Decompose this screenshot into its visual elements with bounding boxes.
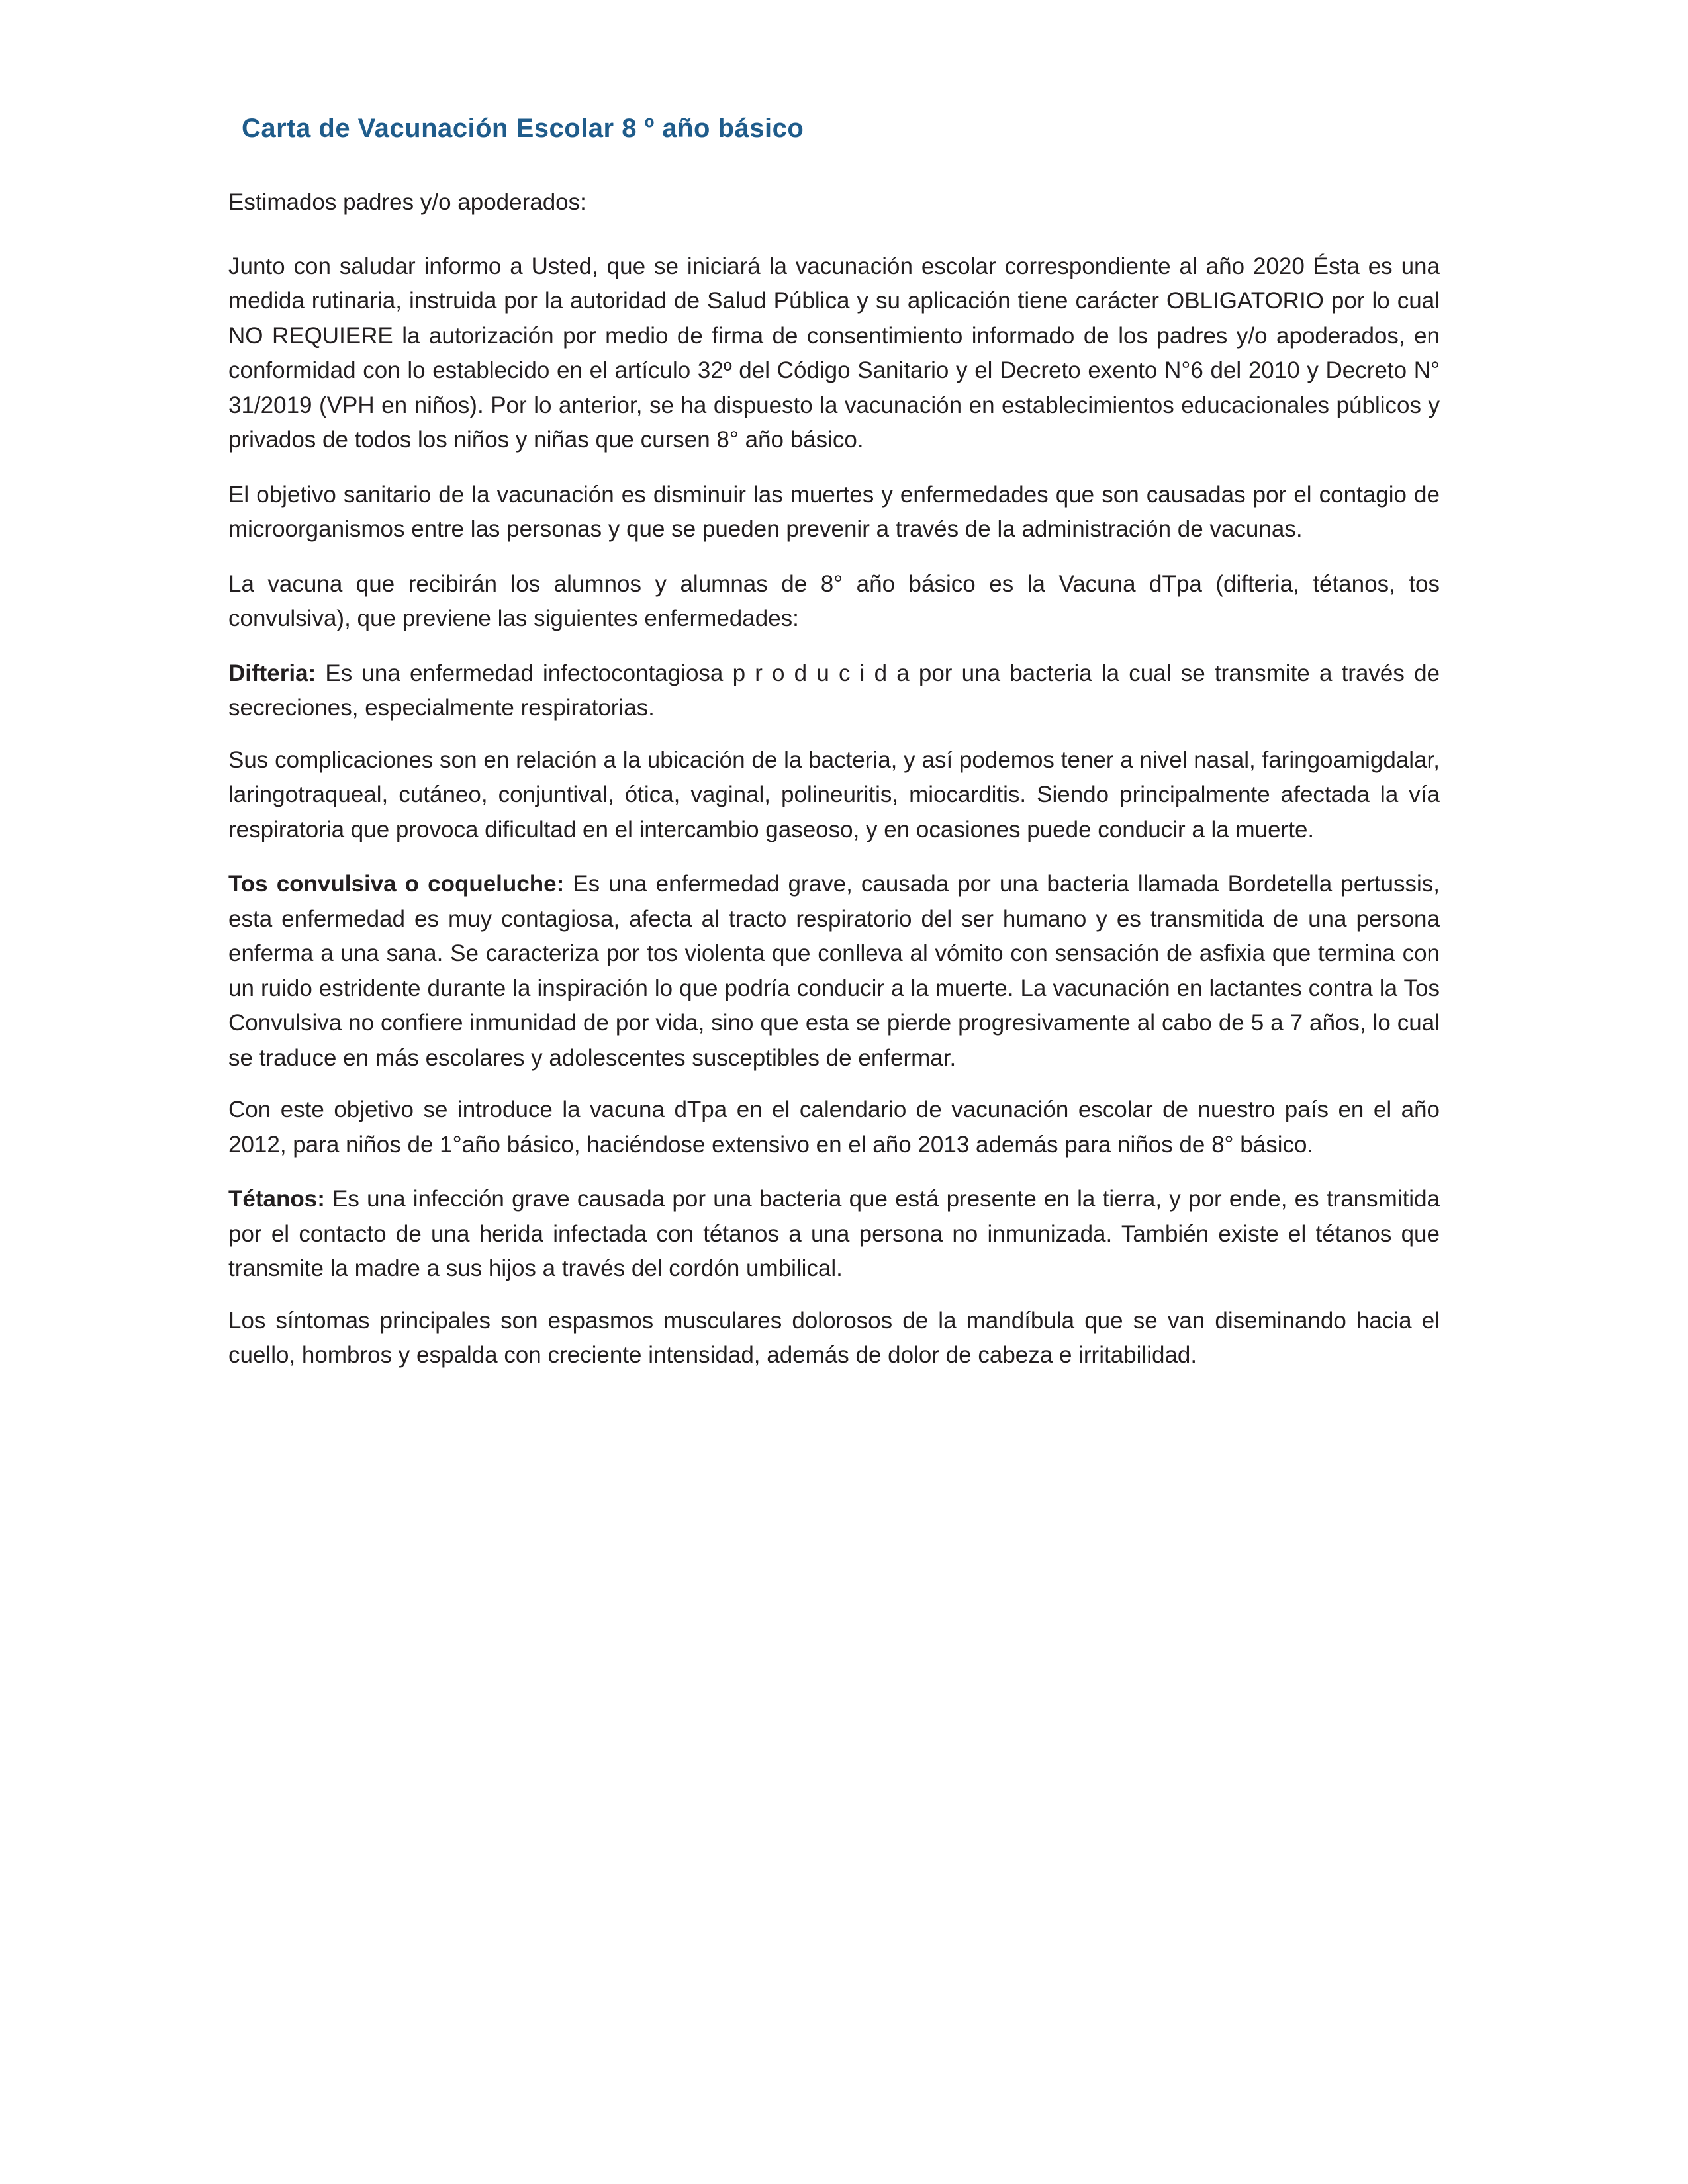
- section-coqueluche-extra: Con este objetivo se introduce la vacuna dTpa en el calendario de vacunación escolar de nuestro país en el año 2012, para niños de 1°año básico, haciéndose extensivo en el año 2013 además para niños de 8° básico.: [228, 1097, 1440, 1158]
- greeting-paragraph: Estimados padres y/o apoderados:: [228, 189, 586, 215]
- section-tetanos: [228, 1182, 1440, 1287]
- section-coqueluche-text: Es una enfermedad grave, causada por una bacteria llamada Bordetella pertussis, esta enfermedad es muy contagiosa, afecta al tracto respiratorio del ser humano y es transmitida de una persona enferma a una sana. Se caracteriza por tos violenta que conlleva al vómito con sensación de asfixia que termina con un ruido estridente durante la inspiración lo que podría conducir a la muerte. La vacunación en lactantes contra la Tos Convulsiva no confiere inmunidad de por vida, sino que esta se pierde progresivamente al cabo de 5 a 7 años, lo cual se traduce en más escolares y adolescentes susceptibles de enfermar.: [228, 871, 1440, 1071]
- section-coqueluche-heading: Tos convulsiva o coqueluche:: [228, 871, 565, 897]
- section-coqueluche: [228, 867, 1440, 1075]
- section-tetanos-heading: Tétanos:: [228, 1186, 325, 1212]
- page-title: Carta de Vacunación Escolar 8 º año básico: [242, 114, 804, 143]
- paragraph-intro: Junto con saludar informo a Usted, que se iniciará la vacunación escolar correspondiente al año 2020 Ésta es una medida rutinaria, instruida por la autoridad de Salud Pública y su aplicación tiene carácter OBLIGATORIO por lo cual NO REQUIERE la autorización por medio de firma de consentimiento informado de los padres y/o apoderados, en conformidad con lo establecido en el artículo 32º del Código Sanitario y el Decreto exento N°6 del 2010 y Decreto N° 31/2019 (VPH en niños). Por lo anterior, se ha dispuesto la vacunación en establecimientos educacionales públicos y privados de todos los niños y niñas que cursen 8° año básico.: [228, 253, 1440, 453]
- document-body: [228, 185, 1440, 1373]
- section-difteria-extra: Sus complicaciones son en relación a la ubicación de la bacteria, y así podemos tener a nivel nasal, faringoamigdalar, laringotraqueal, cutáneo, conjuntival, ótica, vaginal, polineuritis, miocarditis. Siendo principalmente afectada la vía respiratoria que provoca dificultad en el intercambio gaseoso, y en ocasiones puede conducir a la muerte.: [228, 747, 1440, 842]
- section-difteria-heading: Difteria:: [228, 660, 316, 686]
- section-tetanos-text: Es una infección grave causada por una bacteria que está presente en la tierra, y por ende, es transmitida por el contacto de una herida infectada con tétanos a una persona no inmunizada. También existe el tétanos que transmite la madre a sus hijos a través del cordón umbilical.: [228, 1186, 1440, 1281]
- section-tetanos-extra: Los síntomas principales son espasmos musculares dolorosos de la mandíbula que se van diseminando hacia el cuello, hombros y espalda con creciente intensidad, además de dolor de cabeza e irritabilidad.: [228, 1307, 1440, 1368]
- section-difteria-text: Es una enfermedad infectocontagiosa p r o d u c i d a por una bacteria la cual se transmite a través de secreciones, especialmente respiratorias.: [228, 660, 1440, 721]
- paragraph-vaccine: La vacuna que recibirán los alumnos y alumnas de 8° año básico es la Vacuna dTpa (difteria, tétanos, tos convulsiva), que previene las siguientes enfermedades:: [228, 570, 1440, 631]
- paragraph-objective: El objetivo sanitario de la vacunación es disminuir las muertes y enfermedades que son causadas por el contagio de microorganismos entre las personas y que se pueden prevenir a través de la administración de vacunas.: [228, 481, 1440, 542]
- section-difteria: [228, 657, 1440, 726]
